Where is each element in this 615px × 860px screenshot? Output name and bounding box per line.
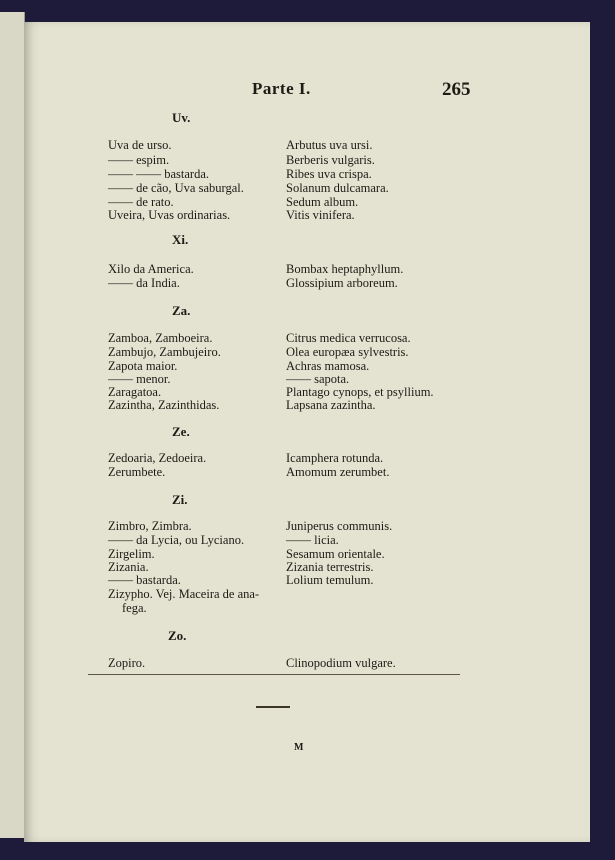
section-heading-zo: Zo. [168, 628, 187, 643]
entry-latin-name: Plantago cynops, et psyllium. [286, 385, 434, 399]
page-number: 265 [442, 79, 471, 100]
section-heading-zi: Zi. [172, 492, 188, 507]
entry-latin-name: Amomum zerumbet. [286, 465, 390, 479]
entry-common-name: Zizania. [108, 560, 149, 574]
entry-common-name: Zamboa, Zamboeira. [108, 331, 213, 345]
entry-latin-name: Sedum album. [286, 195, 359, 209]
entry-common-name: —— —— bastarda. [108, 167, 210, 181]
signature-mark: M [294, 742, 304, 753]
entry-common-name: Zapota maior. [108, 359, 178, 373]
entry-common-name: —— bastarda. [108, 573, 181, 587]
bottom-rule [88, 674, 460, 675]
entry-latin-name: —— licia. [286, 533, 339, 547]
entry-common-name: Zedoaria, Zedoeira. [108, 451, 207, 465]
entry-latin-name: Olea europæa sylvestris. [286, 345, 409, 359]
entry-latin-name: Ribes uva crispa. [286, 167, 372, 181]
entry-common-name: Zerumbete. [108, 465, 166, 479]
entry-common-name: Zopiro. [108, 656, 146, 670]
entry-common-name: —— da India. [108, 276, 180, 290]
book-page [24, 22, 590, 842]
entry-latin-name: —— sapota. [286, 372, 350, 386]
entry-common-name: Uveira, Uvas ordinarias. [108, 208, 231, 222]
entry-continuation: fega. [122, 601, 147, 615]
entry-latin-name: Citrus medica verrucosa. [286, 331, 411, 345]
entry-common-name: Zazintha, Zazinthidas. [108, 398, 220, 412]
entry-common-name: Zaragatoa. [108, 385, 162, 399]
entry-common-name: Zizypho. Vej. Maceira de ana- [108, 587, 260, 601]
entry-common-name: —— de rato. [108, 195, 174, 209]
entry-common-name: Zambujo, Zambujeiro. [108, 345, 221, 359]
section-heading-xi: Xi. [172, 232, 189, 247]
entry-common-name: —— espim. [108, 153, 170, 167]
entry-common-name: —— da Lycia, ou Lyciano. [108, 533, 245, 547]
entry-latin-name: Lapsana zazintha. [286, 398, 376, 412]
entry-latin-name: Zizania terrestris. [286, 560, 374, 574]
entry-common-name: Uva de urso. [108, 138, 172, 152]
entry-latin-name: Sesamum orientale. [286, 547, 385, 561]
entry-latin-name: Solanum dulcamara. [286, 181, 389, 195]
entry-latin-name: Juniperus communis. [286, 519, 393, 533]
entry-latin-name: Vitis vinifera. [286, 208, 355, 222]
section-heading-uv: Uv. [172, 110, 191, 125]
entry-latin-name: Arbutus uva ursi. [286, 138, 373, 152]
entry-latin-name: Glossipium arboreum. [286, 276, 398, 290]
entry-latin-name: Lolium temulum. [286, 573, 374, 587]
entry-latin-name: Achras mamosa. [286, 359, 370, 373]
entry-common-name: Zirgelim. [108, 547, 155, 561]
entry-common-name: —— de cão, Uva saburgal. [108, 181, 244, 195]
section-heading-za: Za. [172, 303, 191, 318]
footnote-separator [256, 706, 290, 708]
entry-common-name: Zimbro, Zimbra. [108, 519, 192, 533]
facing-page-edge [0, 12, 25, 838]
section-heading-ze: Ze. [172, 424, 190, 439]
entry-latin-name: Icamphera rotunda. [286, 451, 384, 465]
entry-common-name: —— menor. [108, 372, 171, 386]
entry-latin-name: Clinopodium vulgare. [286, 656, 396, 670]
running-header: Parte I. [252, 79, 311, 98]
entry-latin-name: Bombax heptaphyllum. [286, 262, 404, 276]
entry-common-name: Xilo da America. [108, 262, 194, 276]
entry-latin-name: Berberis vulgaris. [286, 153, 375, 167]
